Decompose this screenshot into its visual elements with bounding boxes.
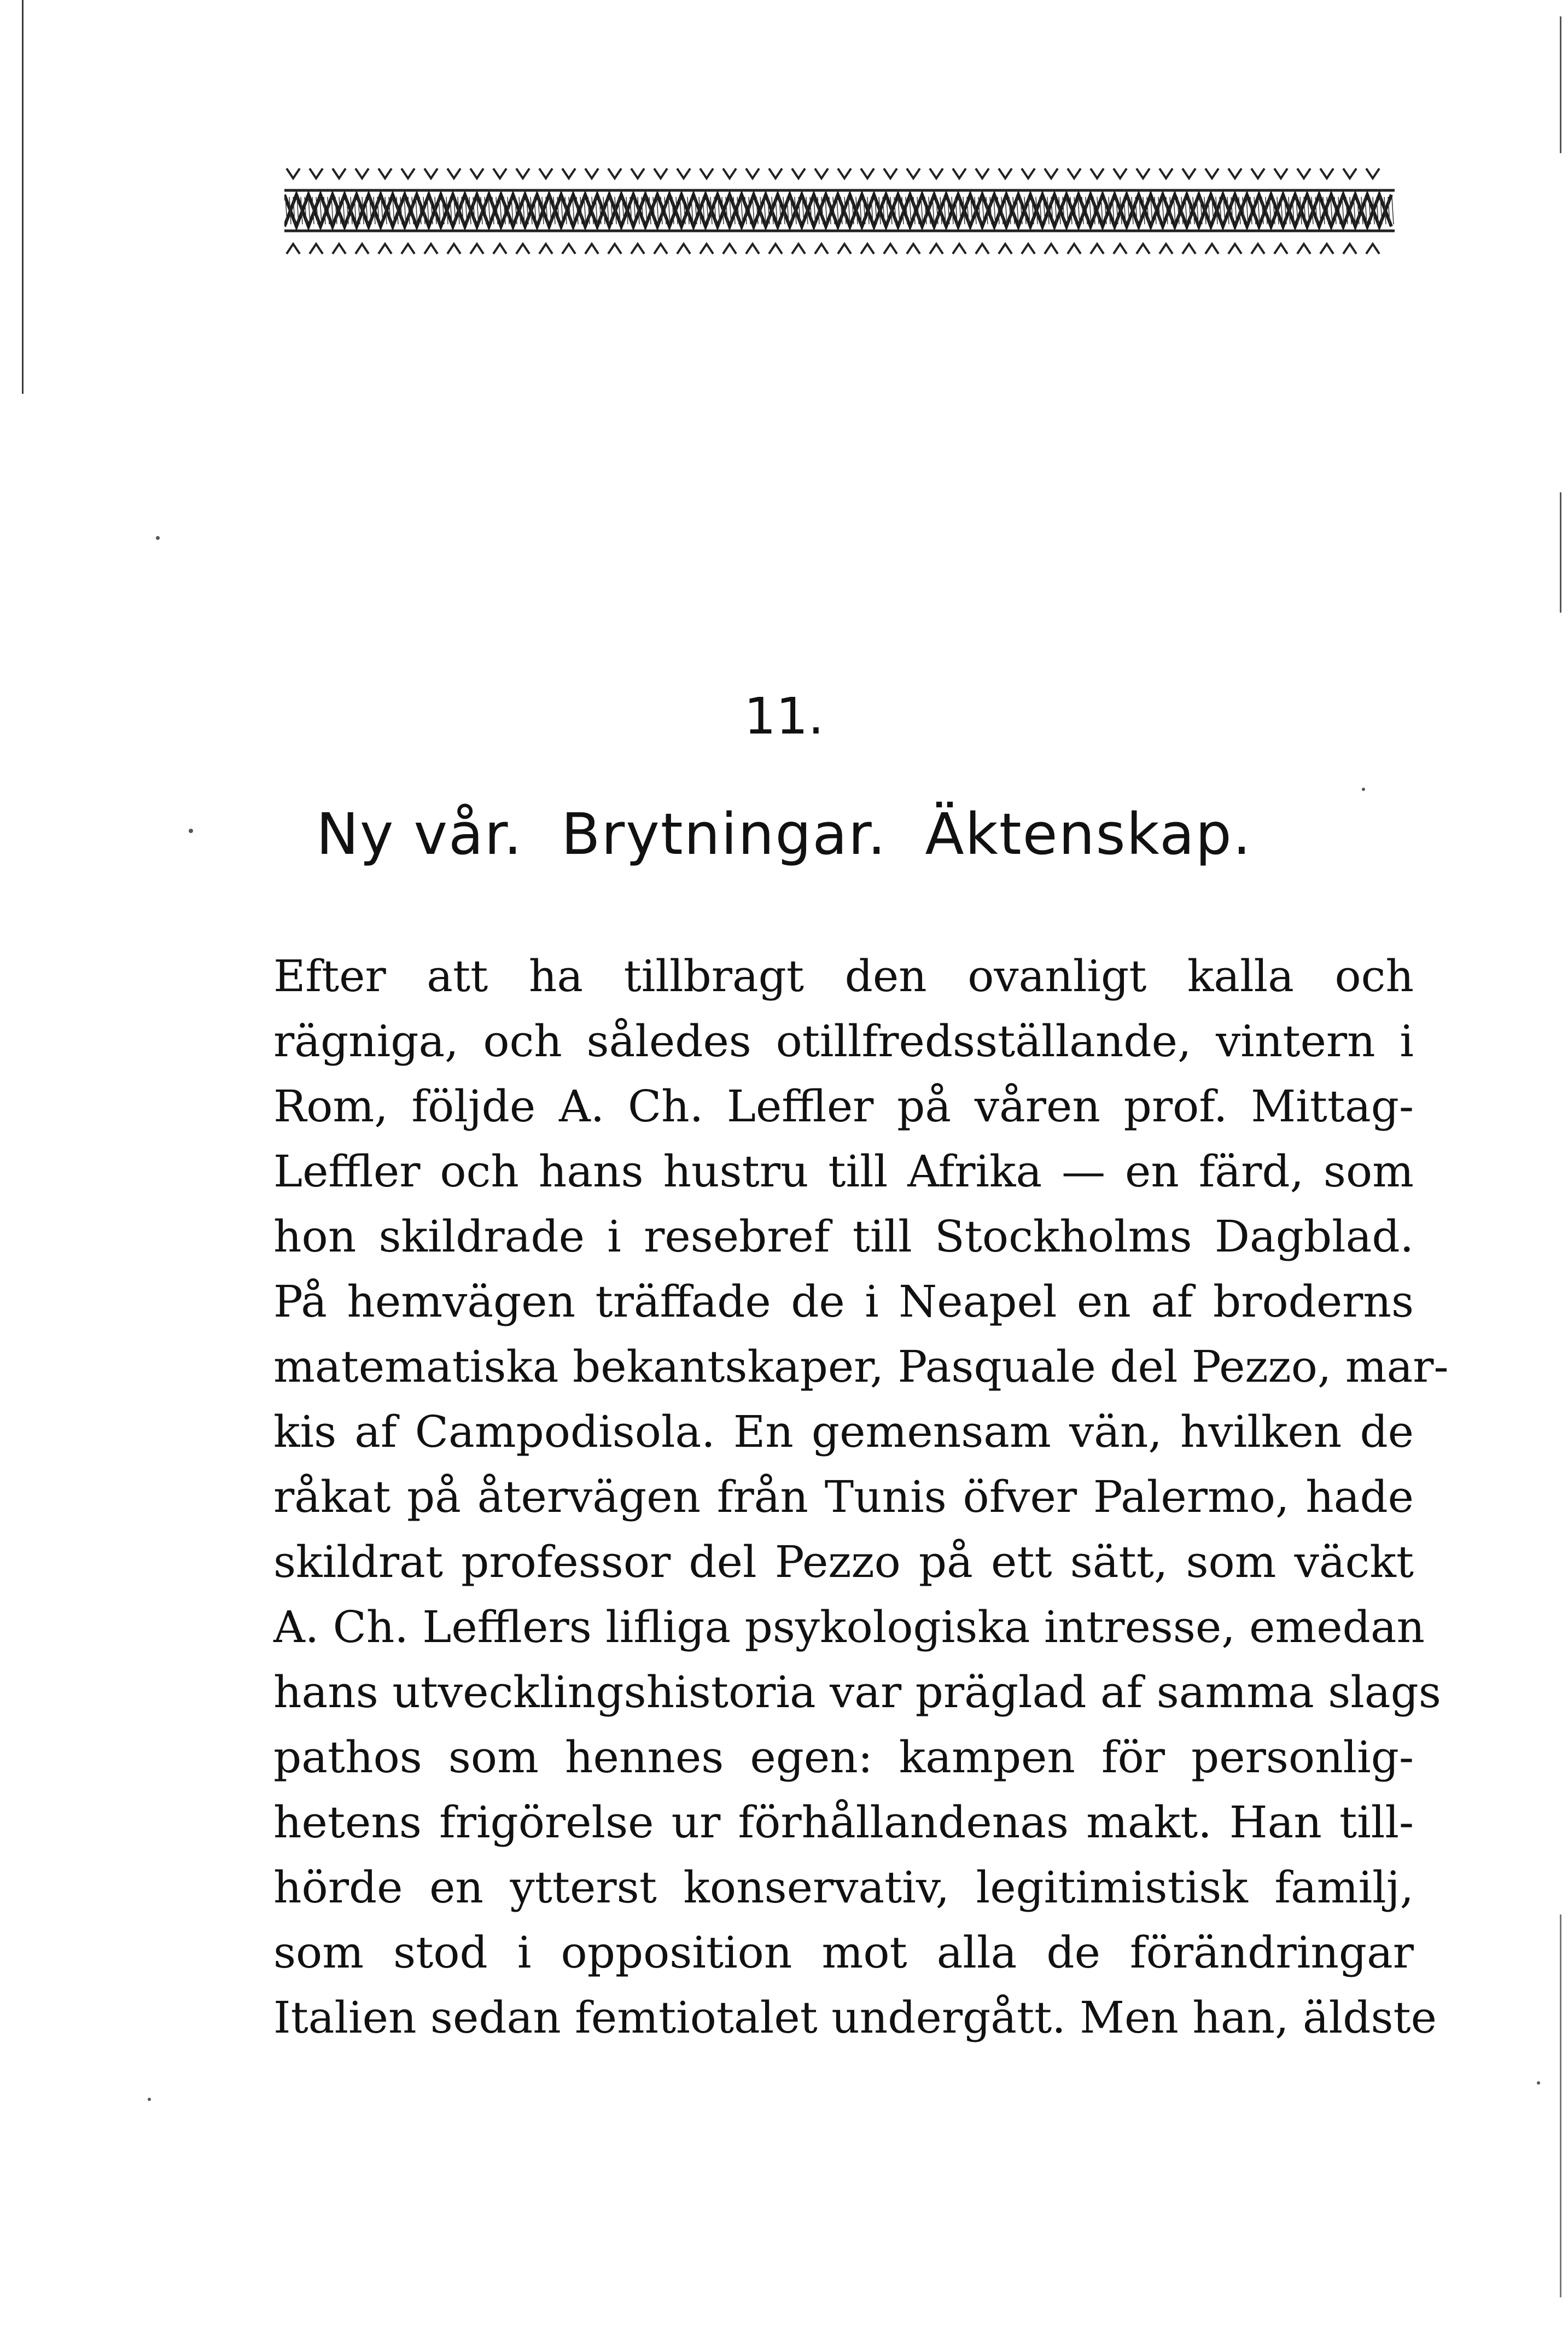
- text-line: hon skildrade i resebref till Stockholms Dagblad.: [273, 1211, 1414, 1262]
- text-line: råkat på återvägen från Tunis öfver Palermo, hade: [273, 1471, 1414, 1522]
- scan-speck: [156, 536, 160, 540]
- text-line: A. Ch. Lefflers lifliga psykologiska intresse, emedan: [273, 1602, 1425, 1652]
- chapter-title: Ny vår. Brytningar. Äktenskap.: [316, 801, 1252, 868]
- scan-speck: [189, 829, 193, 833]
- text-line: hetens frigörelse ur förhållandenas makt. Han till-: [273, 1797, 1414, 1848]
- scan-edge-right: [1560, 16, 1561, 153]
- scan-speck: [1362, 788, 1365, 791]
- text-line: som stod i opposition mot alla de förändringar: [273, 1927, 1414, 1978]
- text-line: Italien sedan femtiotalet undergått. Men han, äldste: [273, 1992, 1437, 2043]
- scan-edge-left: [22, 0, 24, 394]
- text-line: hans utvecklingshistoria var präglad af samma slags: [273, 1667, 1441, 1718]
- text-line: Rom, följde A. Ch. Leffler på våren prof. Mittag-: [273, 1081, 1414, 1132]
- body-text: [273, 944, 1449, 2050]
- scan-edge-right: [1560, 1914, 1561, 2297]
- text-line: Efter att ha tillbragt den ovanligt kalla och: [273, 951, 1414, 1002]
- text-line: Leffler och hans hustru till Afrika — en färd, som: [273, 1146, 1414, 1197]
- header-ornament: [284, 164, 1395, 257]
- scan-speck: [148, 2098, 151, 2101]
- chapter-number: 11.: [744, 687, 824, 746]
- scan-edge-right: [1560, 492, 1561, 613]
- text-line: hörde en ytterst konservativ, legitimistisk familj,: [273, 1862, 1414, 1913]
- text-line: skildrat professor del Pezzo på ett sätt, som väckt: [273, 1536, 1414, 1587]
- text-line: På hemvägen träffade de i Neapel en af broderns: [273, 1276, 1414, 1327]
- scan-speck: [1537, 2081, 1540, 2085]
- text-line: pathos som hennes egen: kampen för personlig-: [273, 1732, 1414, 1783]
- text-line: matematiska bekantskaper, Pasquale del Pezzo, mar-: [273, 1341, 1449, 1392]
- text-line: kis af Campodisola. En gemensam vän, hvilken de: [273, 1406, 1414, 1457]
- text-line: rägniga, och således otillfredsställande, vintern i: [273, 1016, 1414, 1067]
